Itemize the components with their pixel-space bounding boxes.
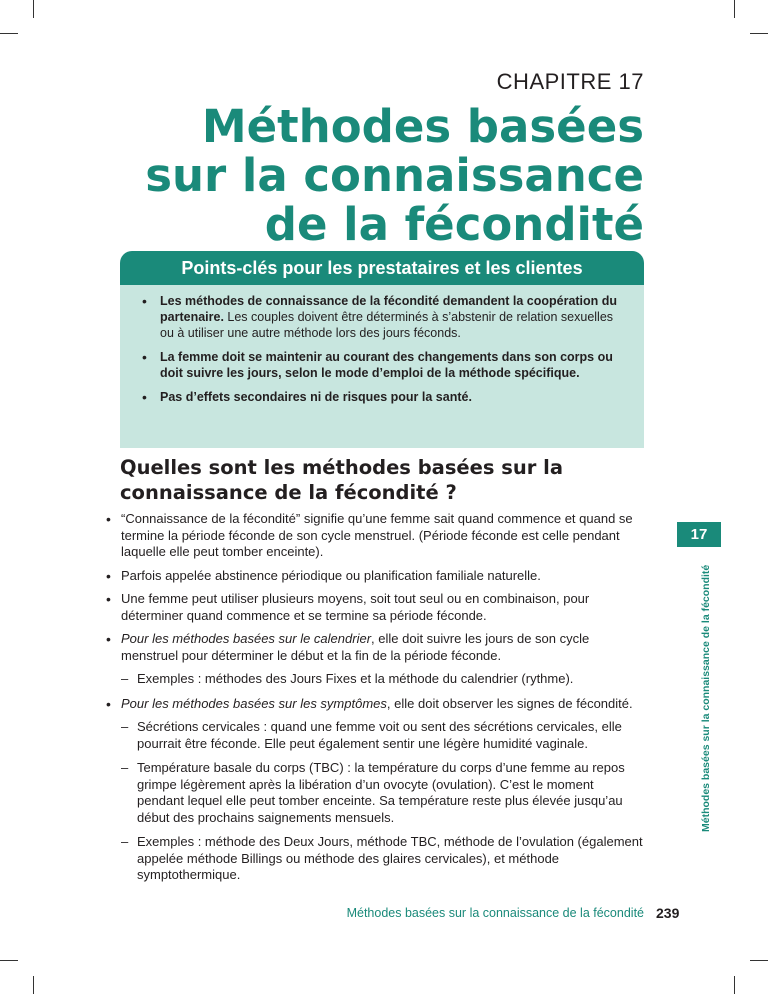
bullet-icon: • — [106, 567, 111, 584]
bullet-icon: • — [142, 293, 147, 309]
sidebar-vertical-title: Méthodes basées sur la connaissance de la fécondité — [700, 564, 712, 832]
page-number: 239 — [656, 905, 680, 921]
bullet-icon: • — [106, 591, 111, 607]
title-line-2: sur la connaissance — [145, 149, 644, 202]
sub-item — [104, 671, 644, 688]
dash-icon: – — [121, 760, 129, 775]
sub-item — [104, 834, 644, 884]
key-point-item — [140, 389, 618, 405]
list-item-emphasis: Pour les méthodes basées sur les symptômes — [121, 695, 387, 711]
key-points-heading: Points-clés pour les prestataires et les clientes — [120, 251, 644, 285]
list-item-text: “Connaissance de la fécondité” signifie qu’une femme sait quand commence et quand se termine la période féconde de son cycle menstruel. (Période féconde est celle pendant laquelle elle peut tomber enceinte). — [121, 511, 633, 559]
key-point-item — [140, 293, 618, 341]
list-item — [104, 511, 644, 561]
chapter-title — [145, 102, 644, 249]
crop-mark — [33, 0, 34, 18]
crop-mark — [734, 976, 735, 994]
list-item-text: , elle doit suivre les jours de son cycle menstruel pour déterminer le début et la fin de la période féconde. — [121, 631, 590, 663]
crop-mark — [734, 0, 735, 18]
key-point-bold: La femme doit se maintenir au courant des changements dans son corps ou doit suivre les jours, selon le mode d’emploi de la méthode spécifique. — [160, 350, 613, 380]
key-point-text: Les couples doivent être déterminés à s’abstenir de relation sexuelles ou à utiliser une autre méthode lors des jours féconds. — [160, 310, 614, 340]
body-list — [104, 511, 644, 892]
bullet-icon: • — [106, 511, 111, 527]
list-item-emphasis: Pour les méthodes basées sur le calendrier — [121, 631, 372, 646]
dash-icon: – — [121, 834, 129, 849]
sub-item — [104, 760, 644, 826]
crop-mark — [750, 33, 768, 34]
sub-item — [104, 719, 644, 752]
sub-item-text: Sécrétions cervicales : quand une femme voit ou sent des sécrétions cervicales, elle pourrait être féconde. Elle peut également sentir une légère humidité vaginale. — [137, 719, 622, 751]
key-points-box — [120, 285, 644, 448]
crop-mark — [0, 960, 18, 961]
key-points-list — [120, 285, 644, 405]
bullet-icon: • — [142, 389, 147, 405]
list-item-text: Parfois appelée abstinence périodique ou planification familiale naturelle. — [121, 567, 541, 583]
bullet-icon: • — [106, 631, 111, 647]
sub-item-text: Température basale du corps (TBC) : la température du corps d’une femme au repos grimpe légèrement après la libération d’un ovocyte (ovulation). C’est le moment pendant lequel elle peut tomber enceinte. Sa température reste plus élevée jusqu’au début des prochains saignements mensuels. — [137, 760, 625, 825]
title-line-3: de la fécondité — [264, 198, 644, 251]
sub-item-text: Exemples : méthodes des Jours Fixes et la méthode du calendrier (rythme). — [137, 671, 574, 686]
title-line-1: Méthodes basées — [201, 100, 644, 153]
chapter-label: CHAPITRE 17 — [496, 69, 644, 94]
dash-icon: – — [121, 671, 129, 686]
list-item-text: Une femme peut utiliser plusieurs moyens, soit tout seul ou en combinaison, pour déterminer quand commence et se termine sa période féconde. — [121, 591, 590, 623]
key-point-bold: Pas d’effets secondaires ni de risques pour la santé. — [160, 390, 472, 404]
crop-mark — [0, 33, 18, 34]
chapter-tab-number: 17 — [677, 522, 721, 547]
key-point-bold: Les méthodes de connaissance de la fécondité demandent la coopération du partenaire. — [160, 294, 618, 324]
crop-mark — [750, 960, 768, 961]
list-item — [104, 568, 644, 585]
list-item — [104, 696, 644, 713]
sub-item-text: Exemples : méthode des Deux Jours, méthode TBC, méthode de l’ovulation (également appelée méthode Billings ou méthode des glaires cervicales), et méthode symptothermique. — [137, 834, 643, 882]
list-item-text: , elle doit observer les signes de fécondité. — [386, 695, 633, 711]
list-item — [104, 591, 644, 624]
running-footer: Méthodes basées sur la connaissance de la fécondité — [346, 906, 644, 920]
bullet-icon: • — [142, 349, 147, 365]
list-item — [104, 631, 644, 664]
section-heading: Quelles sont les méthodes basées sur la connaissance de la fécondité ? — [120, 456, 564, 504]
crop-mark — [33, 976, 34, 994]
key-point-item — [140, 349, 618, 381]
bullet-icon: • — [106, 695, 111, 712]
dash-icon: – — [121, 719, 129, 734]
